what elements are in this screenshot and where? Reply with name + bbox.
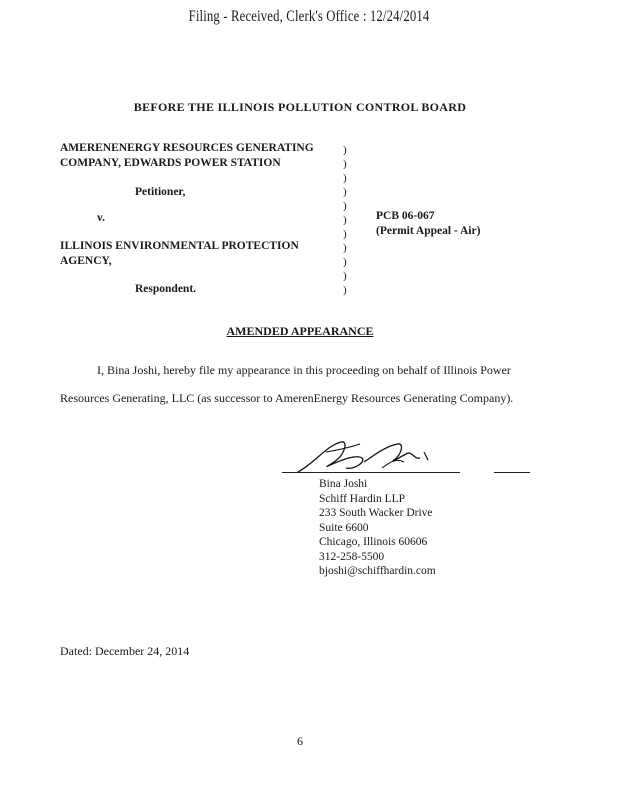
petitioner-name-line1: AMERENENERGY RESOURCES GENERATING — [60, 142, 314, 154]
signature-line — [282, 472, 460, 473]
page-number: 6 — [297, 734, 303, 748]
paren: ) — [343, 242, 347, 254]
paren: ) — [343, 270, 347, 282]
document-title — [0, 324, 600, 339]
paren: ) — [343, 144, 347, 156]
paren: ) — [343, 172, 347, 184]
dated-line: Dated: December 24, 2014 — [60, 644, 190, 658]
respondent-role: Respondent. — [135, 283, 197, 295]
suite: Suite 6600 — [319, 521, 369, 534]
signature-graphic — [286, 432, 446, 482]
city-state-zip: Chicago, Illinois 60606 — [319, 536, 428, 548]
body-line-1: I, Bina Joshi, hereby file my appearance in this proceeding on behalf of Illinois Power — [97, 363, 511, 377]
signature-block — [319, 477, 436, 579]
filing-stamp: Filing - Received, Clerk's Office : 12/24/2014 — [188, 8, 430, 25]
versus-label: v. — [97, 212, 105, 224]
signature-line-tail — [494, 472, 530, 473]
law-firm: Schiff Hardin LLP — [319, 492, 406, 505]
street-address: 233 South Wacker Drive — [319, 507, 433, 519]
paren: ) — [343, 186, 347, 198]
paren: ) — [343, 200, 347, 212]
petitioner-name-line2: COMPANY, EDWARDS POWER STATION — [60, 157, 281, 169]
paren: ) — [343, 284, 347, 296]
paren: ) — [343, 256, 347, 268]
paren: ) — [343, 228, 347, 240]
board-heading: BEFORE THE ILLINOIS POLLUTION CONTROL BOARD — [133, 100, 467, 114]
respondent-name-line1: ILLINOIS ENVIRONMENTAL PROTECTION — [60, 240, 299, 252]
paren: ) — [343, 158, 347, 170]
document-title-text: AMENDED APPEARANCE — [226, 324, 374, 338]
petitioner-role: Petitioner, — [135, 186, 186, 198]
case-number: PCB 06-067 — [376, 210, 435, 222]
case-type: (Permit Appeal - Air) — [376, 225, 481, 237]
caption-parentheses — [343, 143, 347, 297]
body-line-2: Resources Generating, LLC (as successor to AmerenEnergy Resources Generating Company). — [60, 391, 514, 405]
email-address: bjoshi@schiffhardin.com — [319, 565, 436, 577]
attorney-name: Bina Joshi — [319, 478, 368, 490]
phone-number: 312-258-5500 — [319, 550, 385, 563]
respondent-name-line2: AGENCY, — [60, 255, 112, 267]
paren: ) — [343, 214, 347, 226]
